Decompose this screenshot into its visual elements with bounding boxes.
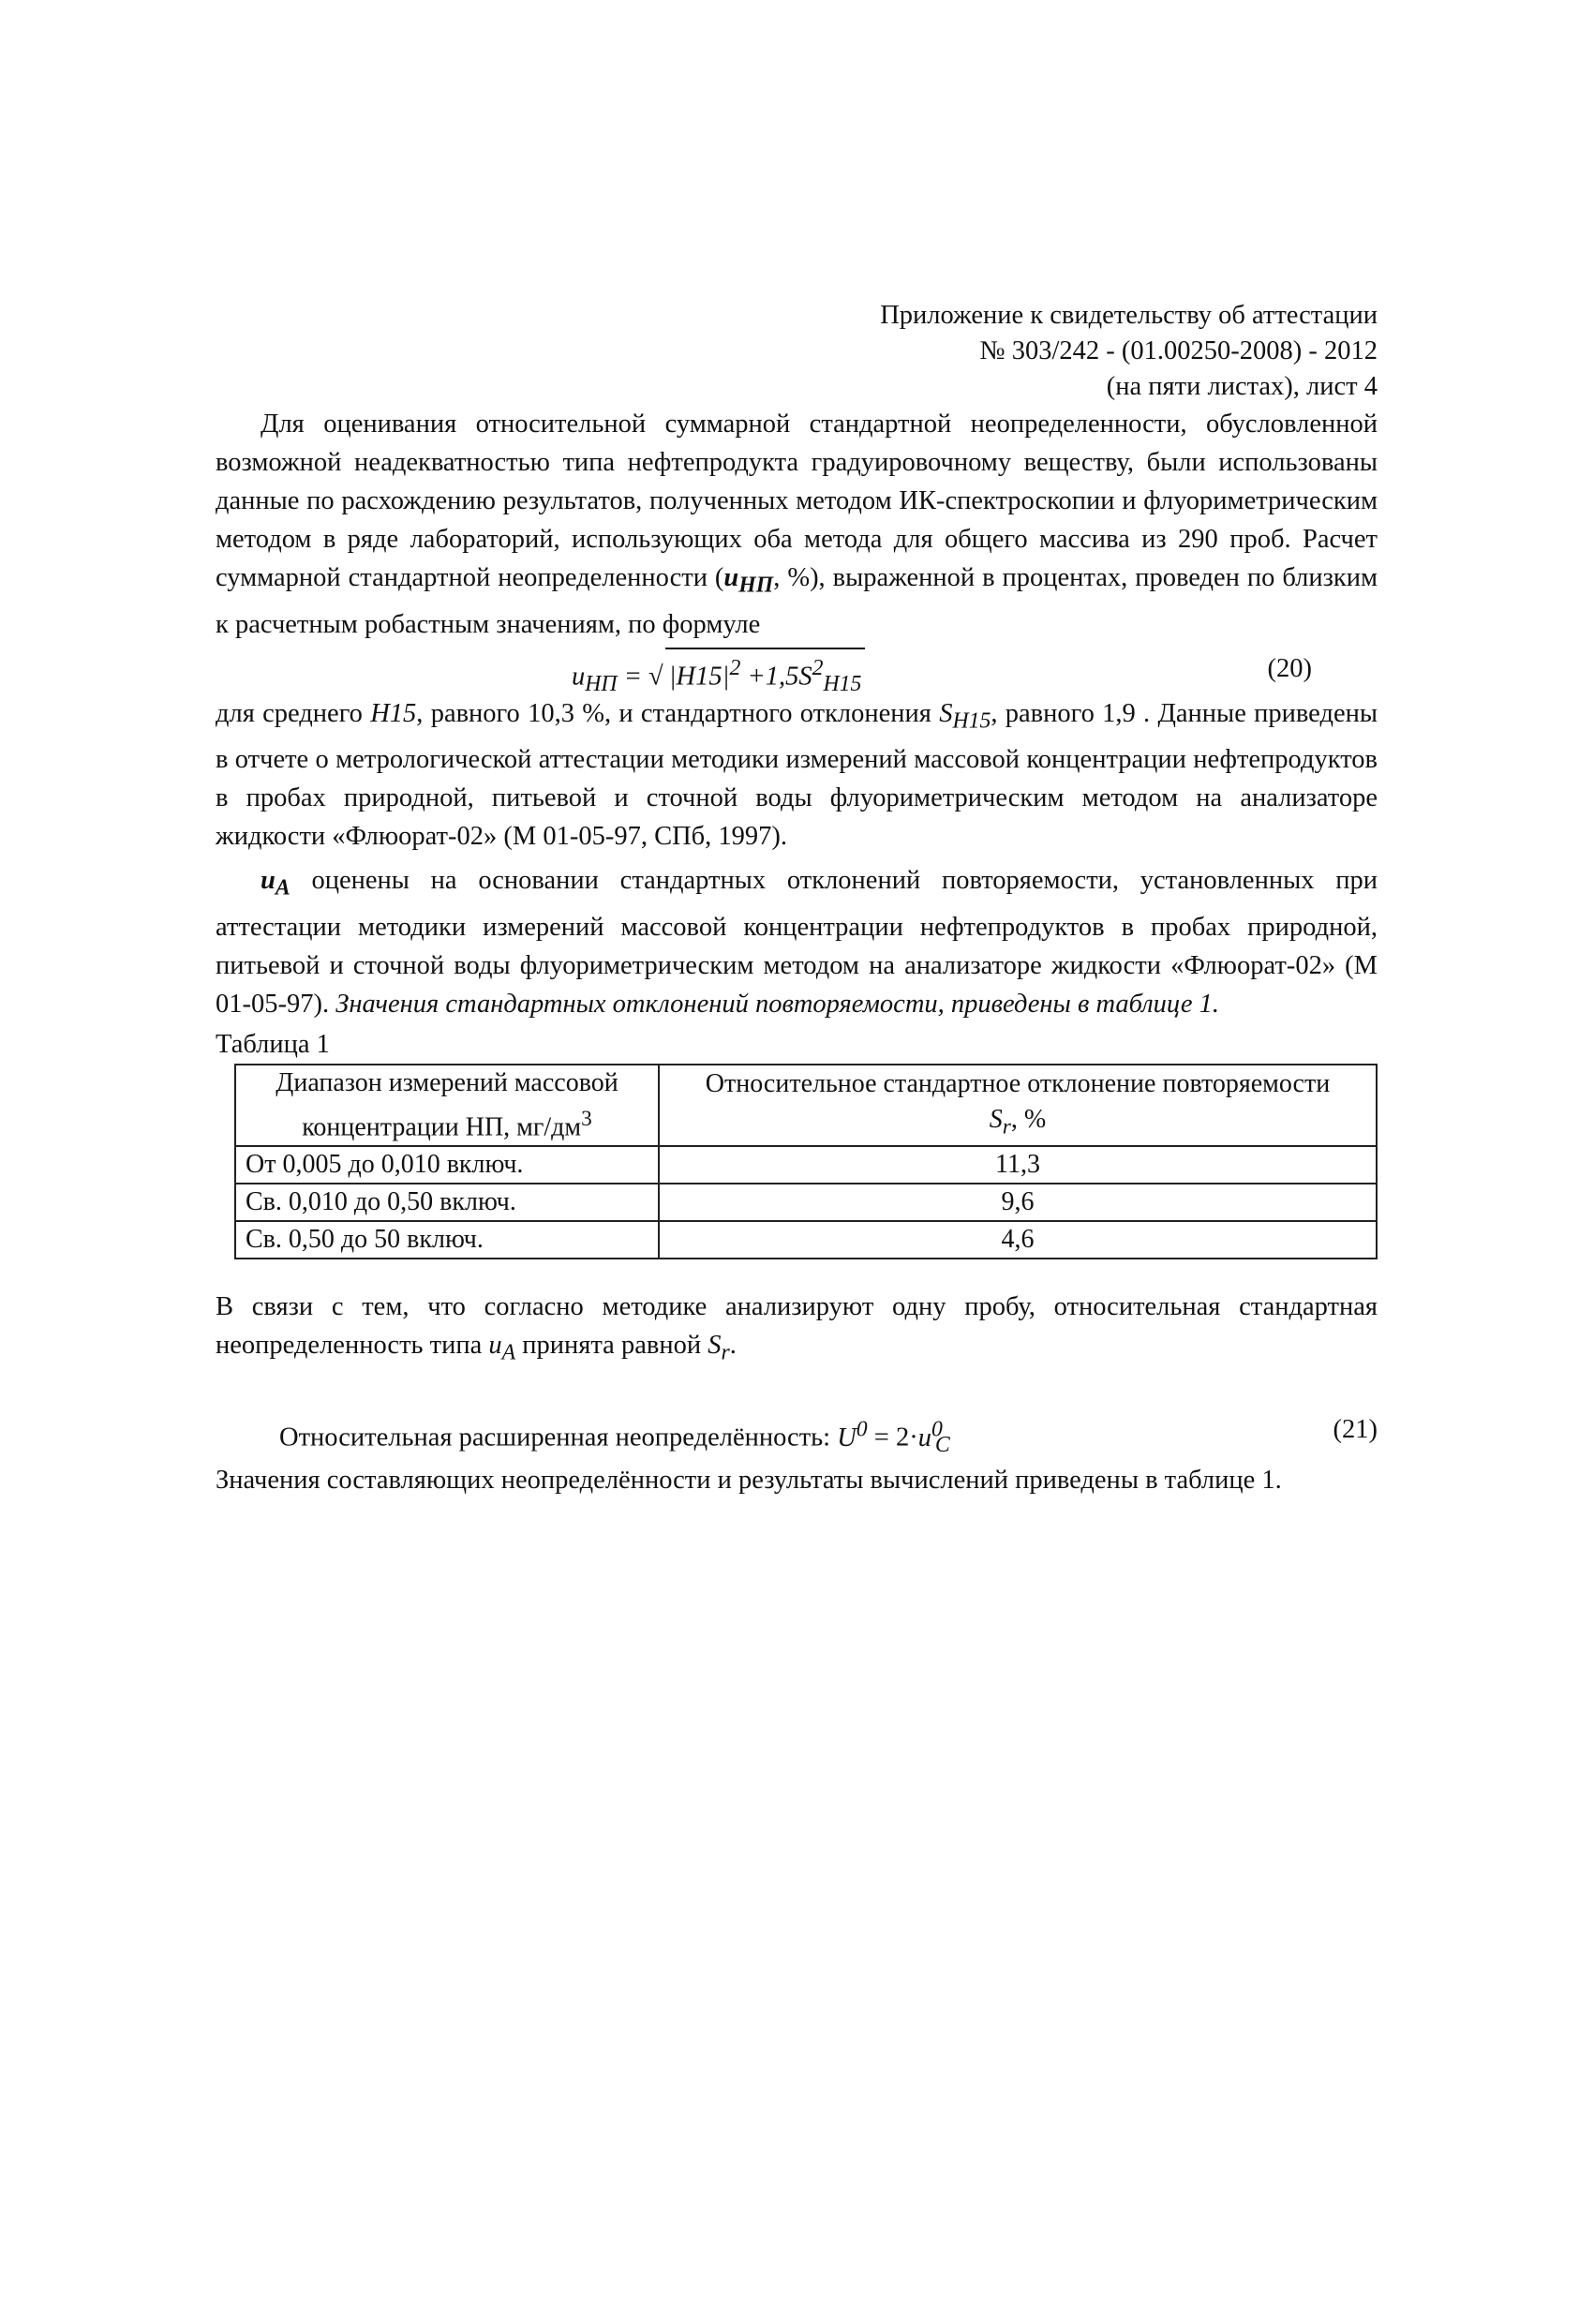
formula-21-row	[216, 1405, 1378, 1461]
table-row	[235, 1184, 1377, 1221]
paragraph-1: Для оценивания относительной суммарной стандартной неопределенности, обусловленной возможной неадекватностью типа нефтепродукта градуировочному веществу, были использованы данные по расхождению результатов, полученных методом ИК-спектроскопии и флуориметрическим методом в ряде лабораторий, использующих оба метода для общего массива из 290 проб. Расчет суммарной стандартной неопределенности ($u_{НП}$, %), выраженной в процентах, проведен по близким к расчетным робастным значениям, по формуле	[216, 410, 1378, 639]
document-page	[216, 298, 1378, 1499]
repeatability-table	[234, 1064, 1378, 1259]
cell-range: Св. 0,010 до 0,50 включ.	[235, 1184, 659, 1221]
cell-value: 9,6	[659, 1184, 1377, 1221]
formula-20: $u_{НП}$ = √ $|H15|^2 +1,5S^2_{H15}$	[572, 648, 865, 704]
paragraph-3: $u_А$ оценены на основании стандартных отклонений повторяемости, установленных при аттестации методики измерений массовой концентрации нефтепродуктов в пробах природной, питьевой и сточной воды флуориметрическим методом на анализаторе жидкости «Флюорат-02» (М 01-05-97). Значения стандартных отклонений повторяемости, приведены в таблице 1.	[216, 866, 1378, 1020]
equation-number-21: (21)	[1333, 1415, 1378, 1445]
cell-range: Св. 0,50 до 50 включ.	[235, 1221, 659, 1259]
cell-range: От 0,005 до 0,010 включ.	[235, 1146, 659, 1184]
formula-21: Относительная расширенная неопределённость: $U^0 = 2\cdot u^0_C$	[279, 1417, 950, 1458]
formula-20-row	[216, 644, 1378, 694]
cell-value: 11,3	[659, 1146, 1377, 1184]
header-line-3: (на пяти листах), лист 4	[1106, 372, 1378, 401]
symbol-u-a: $u_А$	[261, 866, 290, 901]
header-line-2: № 303/242 - (01.00250-2008) - 2012	[979, 336, 1378, 365]
table-header-row	[235, 1065, 1377, 1146]
header-line-1: Приложение к свидетельству об аттестации	[880, 301, 1378, 330]
equation-number-20: (20)	[1267, 653, 1312, 683]
paragraph-2: для среднего H15, равного 10,3 %, и стандартного отклонения $S_{H15}$, равного 1,9 . Данные приведены в отчете о метрологической аттестации методики измерений массовой концентрации нефтепродуктов в пробах природной, питьевой и сточной воды флуориметрическим методом на анализаторе жидкости «Флюорат-02» (М 01-05-97, СПб, 1997).	[216, 698, 1378, 852]
formula-20-radicand: $|H15|^2 +1,5S^2_{H15}$	[665, 648, 866, 704]
col-sr-header: Относительное стандартное отклонение повторяемости $S_r$, %	[659, 1065, 1377, 1146]
cell-value: 4,6	[659, 1221, 1377, 1259]
symbol-u-np: $u_{НП}$	[723, 563, 774, 598]
table-row	[235, 1146, 1377, 1184]
document-header	[216, 298, 1378, 405]
table-row	[235, 1221, 1377, 1259]
paragraph-last: Значения составляющих неопределённости и результаты вычислений приведены в таблице 1.	[216, 1466, 1282, 1496]
paragraph-4: В связи с тем, что согласно методике анализируют одну пробу, относительная стандартная неопределенность типа $u_А$ принята равной $S_r$.	[216, 1292, 1378, 1366]
col-range-header: Диапазон измерений массовой концентрации НП, $мг/дм^3$	[235, 1065, 659, 1146]
table-caption: Таблица 1	[216, 1030, 330, 1060]
